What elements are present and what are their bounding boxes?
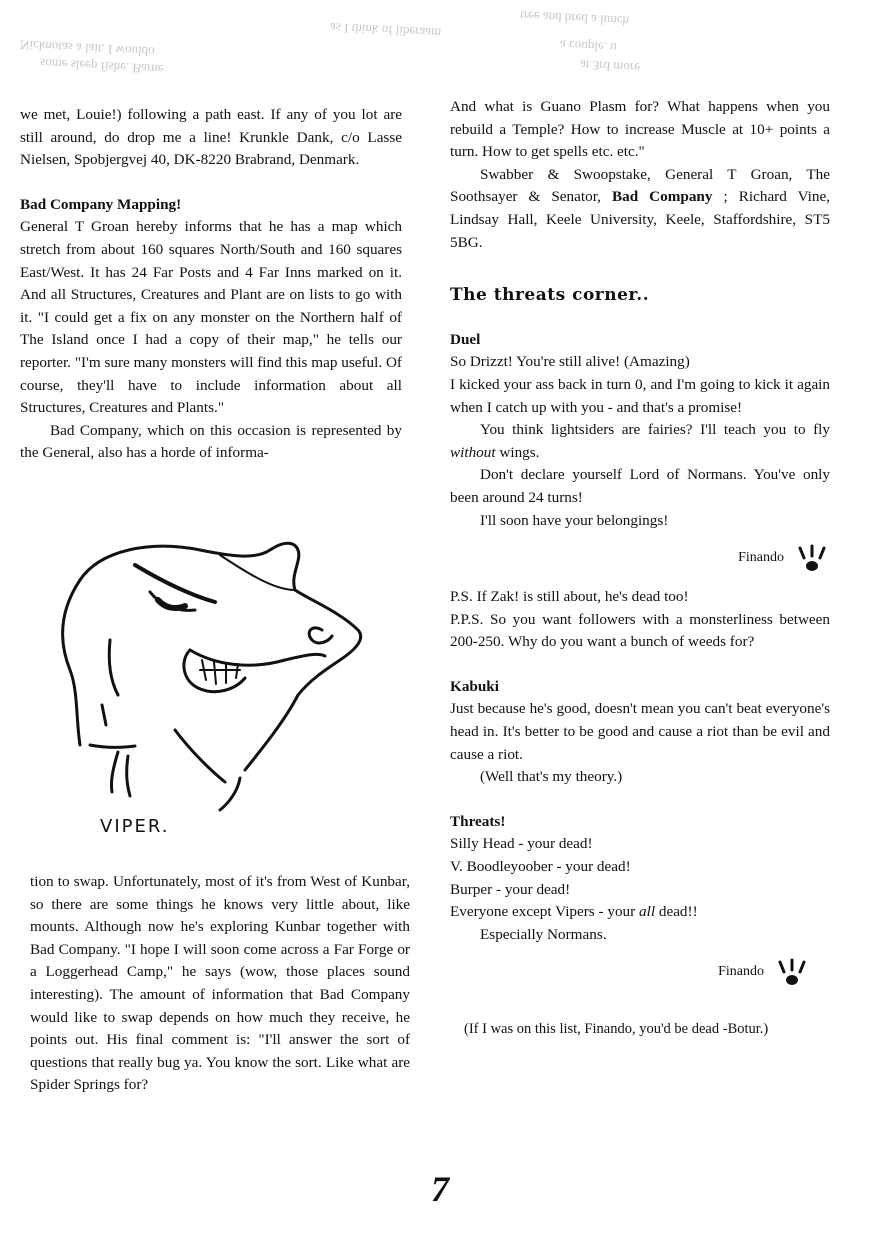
bleed-through-line: tree and bred a lunch [519, 8, 630, 29]
bleed-through-line: some sleep fishe. Barne [39, 55, 164, 78]
left-column-top [20, 104, 402, 465]
company-name: Bad Company [611, 188, 713, 206]
kabuki-text: Just because he's good, doesn't mean you can't beat everyone's head in. It's better to be good and cause a riot than be evil and cause a riot. [450, 700, 830, 763]
threats-heading: Threats! [450, 812, 506, 830]
signature-name: Finando [738, 549, 784, 565]
threat-normans: Especially Normans. [480, 925, 607, 943]
bleed-through-line: Nicknotas a lait. I wouldo [19, 37, 155, 60]
threat-item: Burper - your dead! [450, 880, 571, 898]
postscript-2: P.P.S. So you want followers with a monsterliness between 200-250. Why do you want a bunch of weeds for? [450, 610, 830, 651]
editor-footnote: (If I was on this list, Finando, you'd be dead -Botur.) [464, 1021, 769, 1038]
continued-paragraph: tion to swap. Unfortunately, most of it's from West of Kunbar, so there are some things he knows very little about, like mounts. Although now he's exploring Kunbar together with Bad Company. "I hope I will soon come across a Far Forge or a Loggerhead Camp," he says (wow, those places sound interesting). The amount of information that Bad Company would like to swap depends on how much they receive, he points out. His final comment is: "I'll answer the sort of questions that really bug ya. You know the sort. Like what are Spider Springs for? [30, 873, 410, 1094]
paw-print-icon [794, 542, 830, 574]
questions-paragraph: And what is Guano Plasm for? What happens when you rebuild a Temple? How to increase Muscle at 10+ points a turn. How to get spells etc. etc." [450, 98, 830, 161]
duel-line: So Drizzt! You're still alive! (Amazing) [450, 353, 690, 371]
threat-item: Everyone except Vipers - your all dead!! [450, 903, 698, 921]
signature-block [450, 542, 830, 574]
mapping-heading: Bad Company Mapping! [20, 195, 182, 213]
left-column-bottom [30, 871, 410, 1097]
duel-line: I kicked your ass back in turn 0, and I'm going to kick it again when I catch up with you - and that's a promise! [450, 375, 830, 416]
duel-heading: Duel [450, 330, 481, 348]
signoff-paragraph: Swabber & Swoopstake, General T Groan, The Soothsayer & Senator, Bad Company ; Richard Vine, Lindsay Hall, Keele University, Keele, Staffordshire, ST5 5BG. [450, 165, 830, 251]
mapping-paragraph-2: Bad Company, which on this occasion is represented by the General, also has a horde of informa- [20, 421, 402, 462]
paw-print-icon [774, 956, 810, 988]
bleed-through-line: a couple. u [559, 37, 617, 56]
threat-item: Silly Head - your dead! [450, 835, 593, 853]
bleed-through-line: as I think of liberaam [329, 20, 442, 41]
signature-name-2: Finando [718, 964, 764, 980]
bleed-through-line: at 3rd more [579, 57, 641, 76]
page-number: 7 [431, 1169, 449, 1209]
threat-item: V. Boodleyoober - your dead! [450, 858, 631, 876]
viper-illustration [40, 520, 380, 850]
intro-paragraph: we met, Louie!) following a path east. If any of you lot are still around, do drop me a line! Krunkle Dank, c/o Lasse Nielsen, Spobjergvej 40, DK-8220 Brabrand, Denmark. [20, 106, 402, 169]
duel-belongings: I'll soon have your belongings! [480, 511, 669, 529]
section-title: The threats corner.. [450, 285, 650, 306]
duel-lord: Don't declare yourself Lord of Normans. You've only been around 24 turns! [450, 466, 830, 506]
right-column [450, 96, 830, 1041]
kabuki-heading: Kabuki [450, 677, 499, 695]
signature-block-2 [450, 956, 830, 988]
mapping-paragraph: General T Groan hereby informs that he has a map which stretch from about 160 squares North/South and 160 squares East/West. It has 24 Far Posts and 4 Far Inns marked on it. And all Structures, Creatures and Plant are on lists to go with it. "I could get a fix on any monster on the Northern half of The Island once I had a copy of their map," he tells our reporter. "I'm sure many monsters will find this map useful. Of course, they'll have to include information about all Structures, Creatures and Plants." [20, 218, 402, 417]
duel-fairies: You think lightsiders are fairies? I'll teach you to fly without wings. [450, 421, 830, 461]
kabuki-theory: (Well that's my theory.) [480, 768, 623, 786]
illustration-signature: VIPER. [100, 816, 170, 837]
postscript: P.S. If Zak! is still about, he's dead too! [450, 588, 689, 606]
